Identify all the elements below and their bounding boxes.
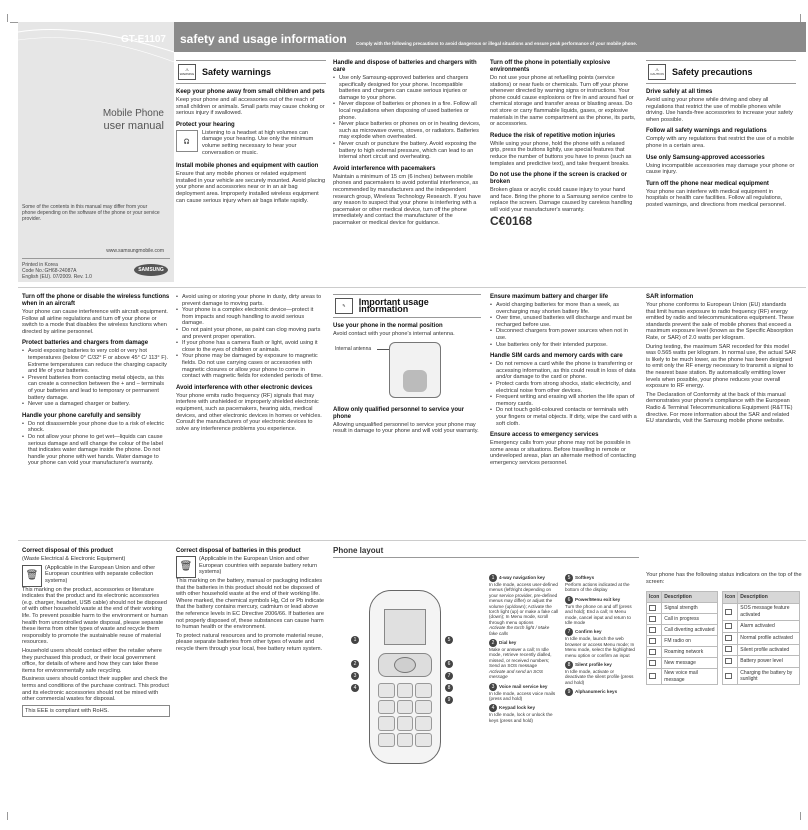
callout-2: 2 bbox=[351, 660, 359, 668]
cover-swoosh bbox=[18, 22, 174, 102]
callout-9: 9 bbox=[445, 696, 453, 704]
radio-icon bbox=[649, 638, 656, 644]
section-heading: Use your phone in the normal position bbox=[333, 323, 443, 329]
bullet-list: • Avoid using or storing your phone in dusty, dirty areas to prevent damage to moving parts. • Your phone is a complex electronic device—protect it from impacts and rough handling to avoid serious damage. • Do not paint your phone, as paint can clog moving parts and prevent proper operation. • If your phone has a camera flash or light, avoid using it close to the eyes of children or animals. • Your phone may be damaged by exposure to magnetic fields. Do not use carrying cases or accessories with magnetic closures or allow your phone to come in contact with magnetic fields for extended periods of time. bbox=[176, 294, 324, 380]
callout-3: 3 bbox=[351, 672, 359, 680]
section-body: Your phone conforms to European Union (EU) standards that limit human exposure to radio frequency (RF) energy emitted by radio and telecommunications equipment. These standards prevent the sale of mobile phones that exceed a maximum exposure level (known as the Specific Absorption Rate, or SAR) of 2.0 watts per kilogram. bbox=[646, 302, 794, 341]
crop-mark bbox=[800, 812, 808, 820]
section-body: Your phone can cause interference with aircraft equipment. Follow all airline regulations and turn off your phone or switch to a mode that disables the wireless functions when directed by airline personnel. bbox=[22, 309, 168, 335]
section-body: Your phone can interfere with medical equipment in hospitals or health care facilities. Follow all regulations, posted warnings, and directions from medical personnel. bbox=[646, 188, 786, 208]
section-body: Allowing unqualified personnel to service your phone may result in damage to your phone and will void your warranty. bbox=[333, 421, 479, 435]
bullet-list: • Do not disassemble your phone due to a risk of electric shock. • Do not allow your phone to get wet—liquids can cause serious damage and will change the colour of the label that indicates water damage inside the phone. Do not handle your phone with wet hands. Water damage to your phone can void your manufacturer's warranty. bbox=[22, 421, 170, 467]
section-body: While using your phone, hold the phone with a relaxed grip, press the buttons lightly, use special features that reduce the number of buttons you have to press (such as templates and predictive text), and take frequent breaks. bbox=[490, 140, 632, 167]
section-heading: Protect your hearing bbox=[176, 121, 235, 128]
bullet-list: • Avoid exposing batteries to very cold or very hot temperatures (below 0° C/32° F or above 45° C/ 113° F). Extreme temperatures can reduce the charging capacity and life of your batteries. • Prevent batteries from contacting metal objects, as this can create a connection between the + and – terminals of your batteries and lead to temporary or permanent battery damage. • Never use a damaged charger or battery. bbox=[22, 348, 170, 407]
table-row: Call in progress bbox=[647, 614, 718, 625]
call-icon bbox=[649, 616, 656, 622]
divider bbox=[18, 540, 806, 541]
ce-mark: C€0168 bbox=[490, 213, 533, 228]
caution-icon: ⚠ CAUTION bbox=[648, 64, 666, 80]
usage-info-tag: ✎ Important usage information bbox=[333, 294, 481, 318]
table-row: Signal strength bbox=[647, 603, 718, 614]
section-heading: Keep your phone away from small children and pets bbox=[176, 89, 325, 95]
table-row: Normal profile activated bbox=[723, 632, 800, 644]
table-row: Charging the battery by sunlight bbox=[723, 668, 800, 685]
edition: English (EU). 07/2009. Rev. 1.0 bbox=[22, 274, 92, 280]
silent-profile-icon bbox=[725, 646, 732, 652]
section-body: Broken glass or acrylic could cause injury to your hand and face. Bring the phone to a Samsung service centre to replace the screen. Damage caused by careless handling will void your manufacturer's warranty. bbox=[490, 187, 633, 213]
key-item: 7 Confirm key In Idle mode, launch the web browser or access Menu mode; In Menu mode, select the highlighted menu option or confirm an input bbox=[565, 629, 635, 658]
weee-bin-icon: 🗑 bbox=[22, 565, 42, 587]
signal-icon bbox=[649, 605, 656, 611]
callout-4: 4 bbox=[351, 684, 359, 692]
section-body: Household users should contact either the retailer where they purchased this product, or their local government office, for details of where and how they can take these items for environmentally safe recycling. bbox=[22, 647, 162, 674]
section-heading: Drive safely at all times bbox=[646, 89, 713, 95]
crop-mark bbox=[0, 14, 8, 22]
section-body: (Applicable in the European Union and other European countries with separate battery return systems) bbox=[199, 556, 318, 576]
explosive-column bbox=[490, 60, 636, 228]
section-body: Comply with any regulations that restrict the use of a mobile phone in a certain area. bbox=[646, 136, 794, 149]
section-body: The Declaration of Conformity at the back of this manual demonstrates your phone's compliance with the European Radio & Terminal Telecommunications Equipment (R&TTE) directive. For more information about the SAR and related EU standards, visit the Samsung mobile phone website. bbox=[646, 391, 793, 425]
section-heading: SAR information bbox=[646, 294, 694, 300]
table-row: SOS message feature activated bbox=[723, 603, 800, 620]
crop-mark bbox=[0, 812, 8, 820]
section-body: Do not use your phone at refuelling points (service stations) or near fuels or chemicals. Turn off your phone whenever directed by warning signs or instructions. Your phone could cause explosions or fire in and around fuel or chemical storage and transfer areas or blasting areas. Do not store or carry flammable liquids, gases, or explosive materials in the same compartment as the phone, its parts, or accessories. bbox=[490, 75, 636, 128]
indicators-intro: Your phone has the following status indicators on the top of the screen: bbox=[646, 572, 802, 585]
key-item: 5 Softkeys Perform actions indicated at the bottom of the display bbox=[565, 575, 630, 593]
indicators-table-left: Icon Description Signal strength Call in progress Call diverting activated FM radio on Roaming network New message New voice mail message bbox=[646, 591, 718, 685]
bullet-list: • Do not remove a card while the phone is transferring or accessing information, as this could result in loss of data and/or damage to the card or phone. • Protect cards from strong shocks, static electricity, and electrical noise from other devices. • Frequent writing and erasing will shorten the life span of memory cards. • Do not touch gold-coloured contacts or terminals with your fingers or metal objects. If dirty, wipe the card with a soft cloth. bbox=[490, 361, 638, 427]
roaming-icon bbox=[649, 649, 656, 655]
section-body: Avoid using your phone while driving and obey all regulations that restrict the use of mobile phones while driving. Use hands-free accessories to increase your safety when possible. bbox=[646, 97, 793, 123]
section-heading: Turn off the phone in potentially explosive environments bbox=[490, 60, 611, 73]
sar-column bbox=[646, 294, 796, 427]
warning-icon: ⚠ WARNING bbox=[178, 64, 196, 80]
header-bar bbox=[174, 22, 806, 52]
battery-icon bbox=[725, 658, 732, 664]
key-item: 1 4-way navigation key In Idle mode, access user-defined menus (left/right depending on your service provider, pre-defined menus may differ) or adjust the volume (up/down); Activate the torch light (up) or make a fake call (down); In Menu mode, scroll through menu options Activate the torch light / Make fake calls bbox=[489, 575, 559, 636]
section-heading: Handle and dispose of batteries and chargers with care bbox=[333, 60, 477, 73]
section-heading: Correct disposal of batteries in this product bbox=[176, 548, 301, 554]
website: www.samsungmobile.com bbox=[106, 248, 164, 254]
section-heading: Follow all safety warnings and regulations bbox=[646, 128, 767, 135]
section-body: This marking on the battery, manual or packaging indicates that the batteries in this product should not be disposed of with other household waste at the end of their working life. Where marked, the chemical symbols Hg, Cd or Pb indicate that the battery contains mercury, cadmium or lead above the reference levels in EC Directive 2006/66. If batteries are not properly disposed of, these substances can cause harm to human health or the environment. bbox=[176, 578, 324, 631]
usage-column bbox=[333, 294, 481, 437]
header-subtitle: Comply with the following precautions to avoid dangerous or illegal situations and ensure peak performance of your mobile phone. bbox=[356, 41, 638, 46]
section-body: Keep your phone and all accessories out of the reach of small children or animals. Small parts may cause choking or serious injury if swallowed. bbox=[176, 97, 325, 117]
section-heading: Handle SIM cards and memory cards with care bbox=[490, 353, 623, 360]
table-row: Battery power level bbox=[723, 656, 800, 668]
disposal-product-column bbox=[22, 548, 170, 717]
table-row: New message bbox=[647, 658, 718, 669]
table-row: FM radio on bbox=[647, 636, 718, 647]
printed-in: Printed in Korea bbox=[22, 262, 58, 268]
safety-precautions-column bbox=[646, 60, 796, 211]
antenna-illustration bbox=[333, 340, 481, 402]
disposal-battery-column bbox=[176, 548, 324, 655]
key-item: 8 Silent profile key In Idle mode, activate or deactivate the silent profile (press and hold) bbox=[565, 662, 634, 685]
table-row: Call diverting activated bbox=[647, 625, 718, 636]
section-body: During testing, the maximum SAR recorded for this model was 0.565 watts per kilogram. In normal use, the actual SAR is likely to be much lower, as the phone has been designed to emit only the RF energy necessary to transmit a signal to the nearest base station. By automatically emitting lower levels when possible, your phone reduces your overall exposure to RF energy. bbox=[646, 343, 796, 390]
section-subtitle: (Waste Electrical & Electronic Equipment) bbox=[22, 556, 126, 562]
section-body: Maintain a minimum of 15 cm (6 inches) between mobile phones and pacemakers to avoid potential interference, as recommended by manufacturers and the independent research group, Wireless Technology Research. If you have any reason to suspect that your phone is interfering with a pacemaker or other medical device, turn off the phone immediately and contact the manufacturer of the pacemaker or medical device for guidance. bbox=[333, 173, 481, 226]
phone-layout-section bbox=[333, 546, 639, 723]
key-list-right bbox=[565, 574, 635, 696]
sos-icon bbox=[725, 609, 732, 615]
battery-bin-icon: 🗑 bbox=[176, 556, 196, 578]
confirm-key bbox=[394, 657, 416, 673]
section-body: Your phone emits radio frequency (RF) signals that may interfere with unshielded or improperly shielded electronic equipment, such as pacemakers, hearing aids, medical devices, and other electronic devices in homes or vehicles. Consult the manufacturers of your electronic devices to solve any interference problems you experience. bbox=[176, 392, 322, 432]
message-icon bbox=[649, 660, 656, 666]
cover-note: Some of the contents in this manual may differ from your phone depending on the software of the phone or your service provider. bbox=[22, 204, 160, 222]
handling-column bbox=[176, 294, 324, 434]
voicemail-icon bbox=[649, 673, 656, 679]
section-heading: Turn off the phone or disable the wireless functions when in an aircraft bbox=[22, 294, 170, 307]
cover-title-2: user manual bbox=[103, 120, 164, 132]
section-heading: Allow only qualified personnel to service your phone bbox=[333, 406, 465, 420]
callout-7: 7 bbox=[445, 672, 453, 680]
note-icon: ✎ bbox=[335, 298, 353, 314]
phone-diagram bbox=[369, 590, 441, 764]
key-item: 3 Voice mail service key In Idle mode, access voice mails (press and hold) bbox=[489, 683, 556, 701]
cover-title-1: Mobile Phone bbox=[102, 108, 164, 119]
table-row: New voice mail message bbox=[647, 669, 718, 685]
indicators-section bbox=[646, 572, 802, 685]
normal-profile-icon bbox=[725, 635, 732, 641]
callout-5: 5 bbox=[445, 636, 453, 644]
section-body: This marking on the product, accessories or literature indicates that the product and its electronic accessories (e.g. charger, headset, USB cable) should not be disposed of with other household waste at the end of their working life. To prevent possible harm to the environment or human health from uncontrolled waste disposal, please separate these items from other types of waste and recycle them responsibly to promote the sustainable reuse of material resources. bbox=[22, 586, 168, 646]
key-item: 4 Keypad lock key In Idle mode, lock or unlock the keys (press and hold) bbox=[489, 705, 553, 723]
section-body: Using incompatible accessories may damage your phone or cause injury. bbox=[646, 162, 795, 176]
section-body: Listening to a headset at high volumes can damage your hearing. Use only the minimum volume setting necessary to hear your conversation or music. bbox=[202, 129, 314, 156]
headset-icon: 🎧 bbox=[176, 130, 198, 152]
key-item: 2 Dial key Make or answer a call; In Idle mode, retrieve recently dialled, missed, or received numbers; Send an SOS message Activate and send an SOS message bbox=[489, 640, 552, 680]
safety-warnings-column bbox=[176, 60, 326, 206]
indicators-table-right: Icon Description SOS message feature activated Alarm activated Normal profile activated Silent profile activated Battery power level Charging the battery by sunlight bbox=[722, 591, 800, 685]
divider bbox=[18, 287, 806, 288]
callout-6: 6 bbox=[445, 660, 453, 668]
section-body: Emergency calls from your phone may not be possible in some areas or situations. Before travelling in remote or undeveloped areas, plan an alternate method of contacting emergency services personnel. bbox=[490, 440, 636, 466]
solar-charging-icon bbox=[725, 673, 732, 679]
safety-warnings-tag: ⚠ WARNING Safety warnings bbox=[176, 60, 326, 84]
bullet-list: • Use only Samsung-approved batteries and chargers specifically designed for your phone. Incompatible batteries and chargers can cause serious injuries or damage to your phone. • Never dispose of batteries or phones in a fire. Follow all local regulations when disposing of used batteries or phone. • Never place batteries or phones on or in heating devices, such as microwave ovens, stoves, or radiators. Batteries may explode when overheated. • Never crush or puncture the battery. Avoid exposing the battery to high external pressure, which can lead to an internal short circuit and overheating. bbox=[333, 75, 481, 161]
key-list-left bbox=[489, 574, 559, 723]
alarm-icon bbox=[725, 623, 732, 629]
section-heading: Use only Samsung-approved accessories bbox=[646, 154, 765, 161]
rohs-note: This EEE is compliant with RoHS. bbox=[22, 705, 170, 718]
model-name: GT-E1107 bbox=[120, 34, 166, 45]
phone-screen bbox=[384, 609, 426, 645]
phone-layout-title: Phone layout bbox=[333, 548, 639, 558]
table-row: Silent profile activated bbox=[723, 644, 800, 656]
battery-life-column bbox=[490, 294, 638, 468]
header-title: safety and usage information bbox=[180, 32, 347, 46]
callout-8: 8 bbox=[445, 684, 453, 692]
key-item: 9 Alphanumeric keys bbox=[565, 688, 635, 696]
key-item: 6 Power/Menu exit key Turn the phone on and off (press and hold); End a call; In Menu mode, cancel input and return to Idle mode bbox=[565, 596, 632, 626]
batteries-column bbox=[333, 60, 481, 228]
divert-icon bbox=[649, 627, 656, 633]
section-heading: Protect batteries and chargers from damage bbox=[22, 340, 149, 347]
section-heading: Avoid interference with other electronic devices bbox=[176, 384, 313, 391]
table-row: Roaming network bbox=[647, 647, 718, 658]
code-number: Code No.:GH68-24087A bbox=[22, 268, 77, 274]
safety-precautions-tag: ⚠ CAUTION Safety precautions bbox=[646, 60, 796, 84]
aircraft-column bbox=[22, 294, 170, 469]
section-heading: Do not use the phone if the screen is cracked or broken bbox=[490, 172, 628, 186]
section-heading: Ensure access to emergency services bbox=[490, 432, 599, 439]
section-body: To protect natural resources and to promote material reuse, please separate batteries from other types of waste and recycle them through your local, free battery return system. bbox=[176, 632, 324, 652]
table-row: Alarm activated bbox=[723, 621, 800, 633]
cover-panel bbox=[18, 22, 174, 282]
section-heading: Turn off the phone near medical equipment bbox=[646, 180, 769, 187]
crop-mark bbox=[10, 22, 18, 30]
section-heading: Reduce the risk of repetitive motion injuries bbox=[490, 132, 616, 139]
section-heading: Install mobile phones and equipment with caution bbox=[176, 163, 319, 170]
section-body: Business users should contact their supplier and check the terms and conditions of the purchase contract. This product and its electronic accessories should not be mixed with other commercial wastes for disposal. bbox=[22, 676, 169, 703]
section-heading: Correct disposal of this product bbox=[22, 548, 114, 554]
bullet-list: • Avoid charging batteries for more than a week, as overcharging may shorten battery life. • Over time, unused batteries will discharge and must be recharged before use. • Disconnect chargers from power sources when not in use. • Use batteries only for their intended purpose. bbox=[490, 302, 638, 348]
crop-mark bbox=[800, 14, 808, 22]
section-body: Ensure that any mobile phones or related equipment installed in your vehicle are securely mounted. Avoid placing your phone and accessories near or in an air bag deployment area. Improperly installed wireless equipment can cause serious injury when air bags inflate rapidly. bbox=[176, 171, 326, 204]
section-heading: Avoid interference with pacemakers bbox=[333, 165, 436, 172]
section-body: (Applicable in the European Union and other European countries with separate collection systems) bbox=[45, 564, 156, 584]
samsung-logo: SAMSUNG bbox=[134, 264, 168, 276]
keypad bbox=[378, 683, 432, 747]
antenna-label: Internal antenna bbox=[335, 345, 372, 352]
section-body: Avoid contact with your phone's internal antenna. bbox=[333, 331, 455, 337]
section-heading: Handle your phone carefully and sensibly bbox=[22, 412, 141, 419]
callout-1: 1 bbox=[351, 636, 359, 644]
section-heading: Ensure maximum battery and charger life bbox=[490, 294, 609, 300]
